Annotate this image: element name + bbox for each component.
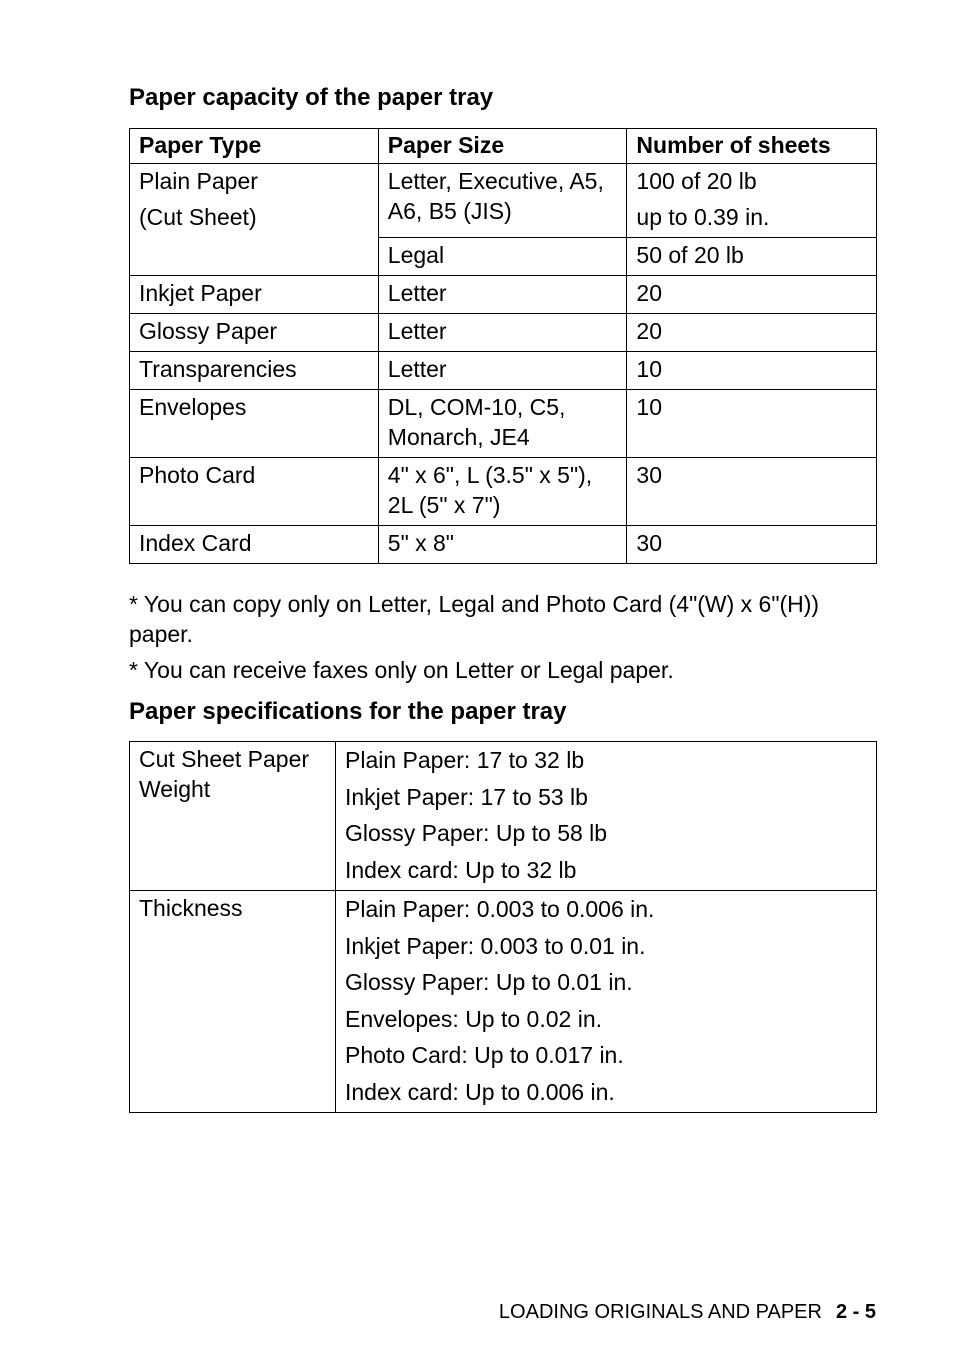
plain-paper-type-cell [130, 164, 379, 276]
spec-line: Index card: Up to 0.006 in. [345, 1078, 615, 1105]
paper-capacity-table [129, 128, 877, 564]
table-row [130, 164, 877, 238]
header-paper-type: Paper Type [130, 129, 379, 164]
footer-section-title: LOADING ORIGINALS AND PAPER [498, 1301, 822, 1323]
table-row [130, 891, 877, 1113]
table-row [130, 352, 877, 390]
sheets-cell: 30 [627, 526, 877, 564]
weight-values-cell [336, 742, 877, 891]
paper-size-cell: DL, COM-10, C5, Monarch, JE4 [378, 390, 627, 458]
table-row [130, 276, 877, 314]
table-row [130, 742, 877, 891]
plain-paper-sheets-line: up to 0.39 in. [636, 204, 770, 230]
thickness-values-cell [336, 891, 877, 1113]
plain-paper-type-line: Plain Paper [139, 168, 258, 194]
paper-specifications-table [129, 741, 877, 1113]
paper-size-cell: Letter [378, 314, 627, 352]
thickness-label-cell: Thickness [130, 891, 336, 1113]
paper-type-cell: Photo Card [130, 458, 379, 526]
table-header-row [130, 129, 877, 164]
table-row [130, 314, 877, 352]
table-row [130, 458, 877, 526]
spec-line: Plain Paper: 0.003 to 0.006 in. [345, 896, 655, 922]
paper-size-cell: 4" x 6", L (3.5" x 5"), 2L (5" x 7") [378, 458, 627, 526]
paper-size-cell: 5" x 8" [378, 526, 627, 564]
table-row [130, 390, 877, 458]
paper-type-cell: Inkjet Paper [130, 276, 379, 314]
paper-type-cell: Index Card [130, 526, 379, 564]
spec-line: Plain Paper: 17 to 32 lb [345, 747, 585, 773]
sheets-cell: 10 [627, 390, 877, 458]
paper-type-cell: Transparencies [130, 352, 379, 390]
spec-line: Glossy Paper: Up to 58 lb [345, 820, 608, 846]
sheets-cell: 20 [627, 276, 877, 314]
plain-paper-size-cell: Letter, Executive, A5, A6, B5 (JIS) [378, 164, 627, 238]
paper-size-cell: Letter [378, 276, 627, 314]
specs-heading: Paper specifications for the paper tray [129, 698, 567, 725]
copy-note: * You can copy only on Letter, Legal and Photo Card (4"(W) x 6"(H)) paper. [129, 591, 820, 647]
spec-line: Inkjet Paper: 0.003 to 0.01 in. [345, 932, 646, 959]
paper-type-cell: Glossy Paper [130, 314, 379, 352]
spec-line: Envelopes: Up to 0.02 in. [345, 1005, 602, 1032]
sheets-cell: 10 [627, 352, 877, 390]
header-number-of-sheets: Number of sheets [627, 129, 877, 164]
sheets-cell: 30 [627, 458, 877, 526]
paper-size-cell: Letter [378, 352, 627, 390]
paper-type-cell: Envelopes [130, 390, 379, 458]
spec-line: Photo Card: Up to 0.017 in. [345, 1042, 624, 1068]
table-row [130, 526, 877, 564]
plain-paper-sheets-line: 100 of 20 lb [636, 168, 757, 194]
plain-paper-type-line: (Cut Sheet) [139, 204, 257, 230]
legal-size-cell: Legal [378, 238, 627, 276]
page-number: 2 - 5 [835, 1301, 876, 1323]
capacity-heading: Paper capacity of the paper tray [129, 84, 494, 111]
legal-sheets-cell: 50 of 20 lb [627, 238, 877, 276]
weight-label-cell: Cut Sheet Paper Weight [130, 742, 336, 891]
spec-line: Glossy Paper: Up to 0.01 in. [345, 969, 633, 995]
fax-note: * You can receive faxes only on Letter or Legal paper. [129, 657, 674, 683]
header-paper-size: Paper Size [378, 129, 627, 164]
page-footer [499, 1300, 876, 1324]
spec-line: Index card: Up to 32 lb [345, 856, 577, 883]
spec-line: Inkjet Paper: 17 to 53 lb [345, 783, 588, 810]
sheets-cell: 20 [627, 314, 877, 352]
plain-paper-sheets-cell [627, 164, 877, 238]
